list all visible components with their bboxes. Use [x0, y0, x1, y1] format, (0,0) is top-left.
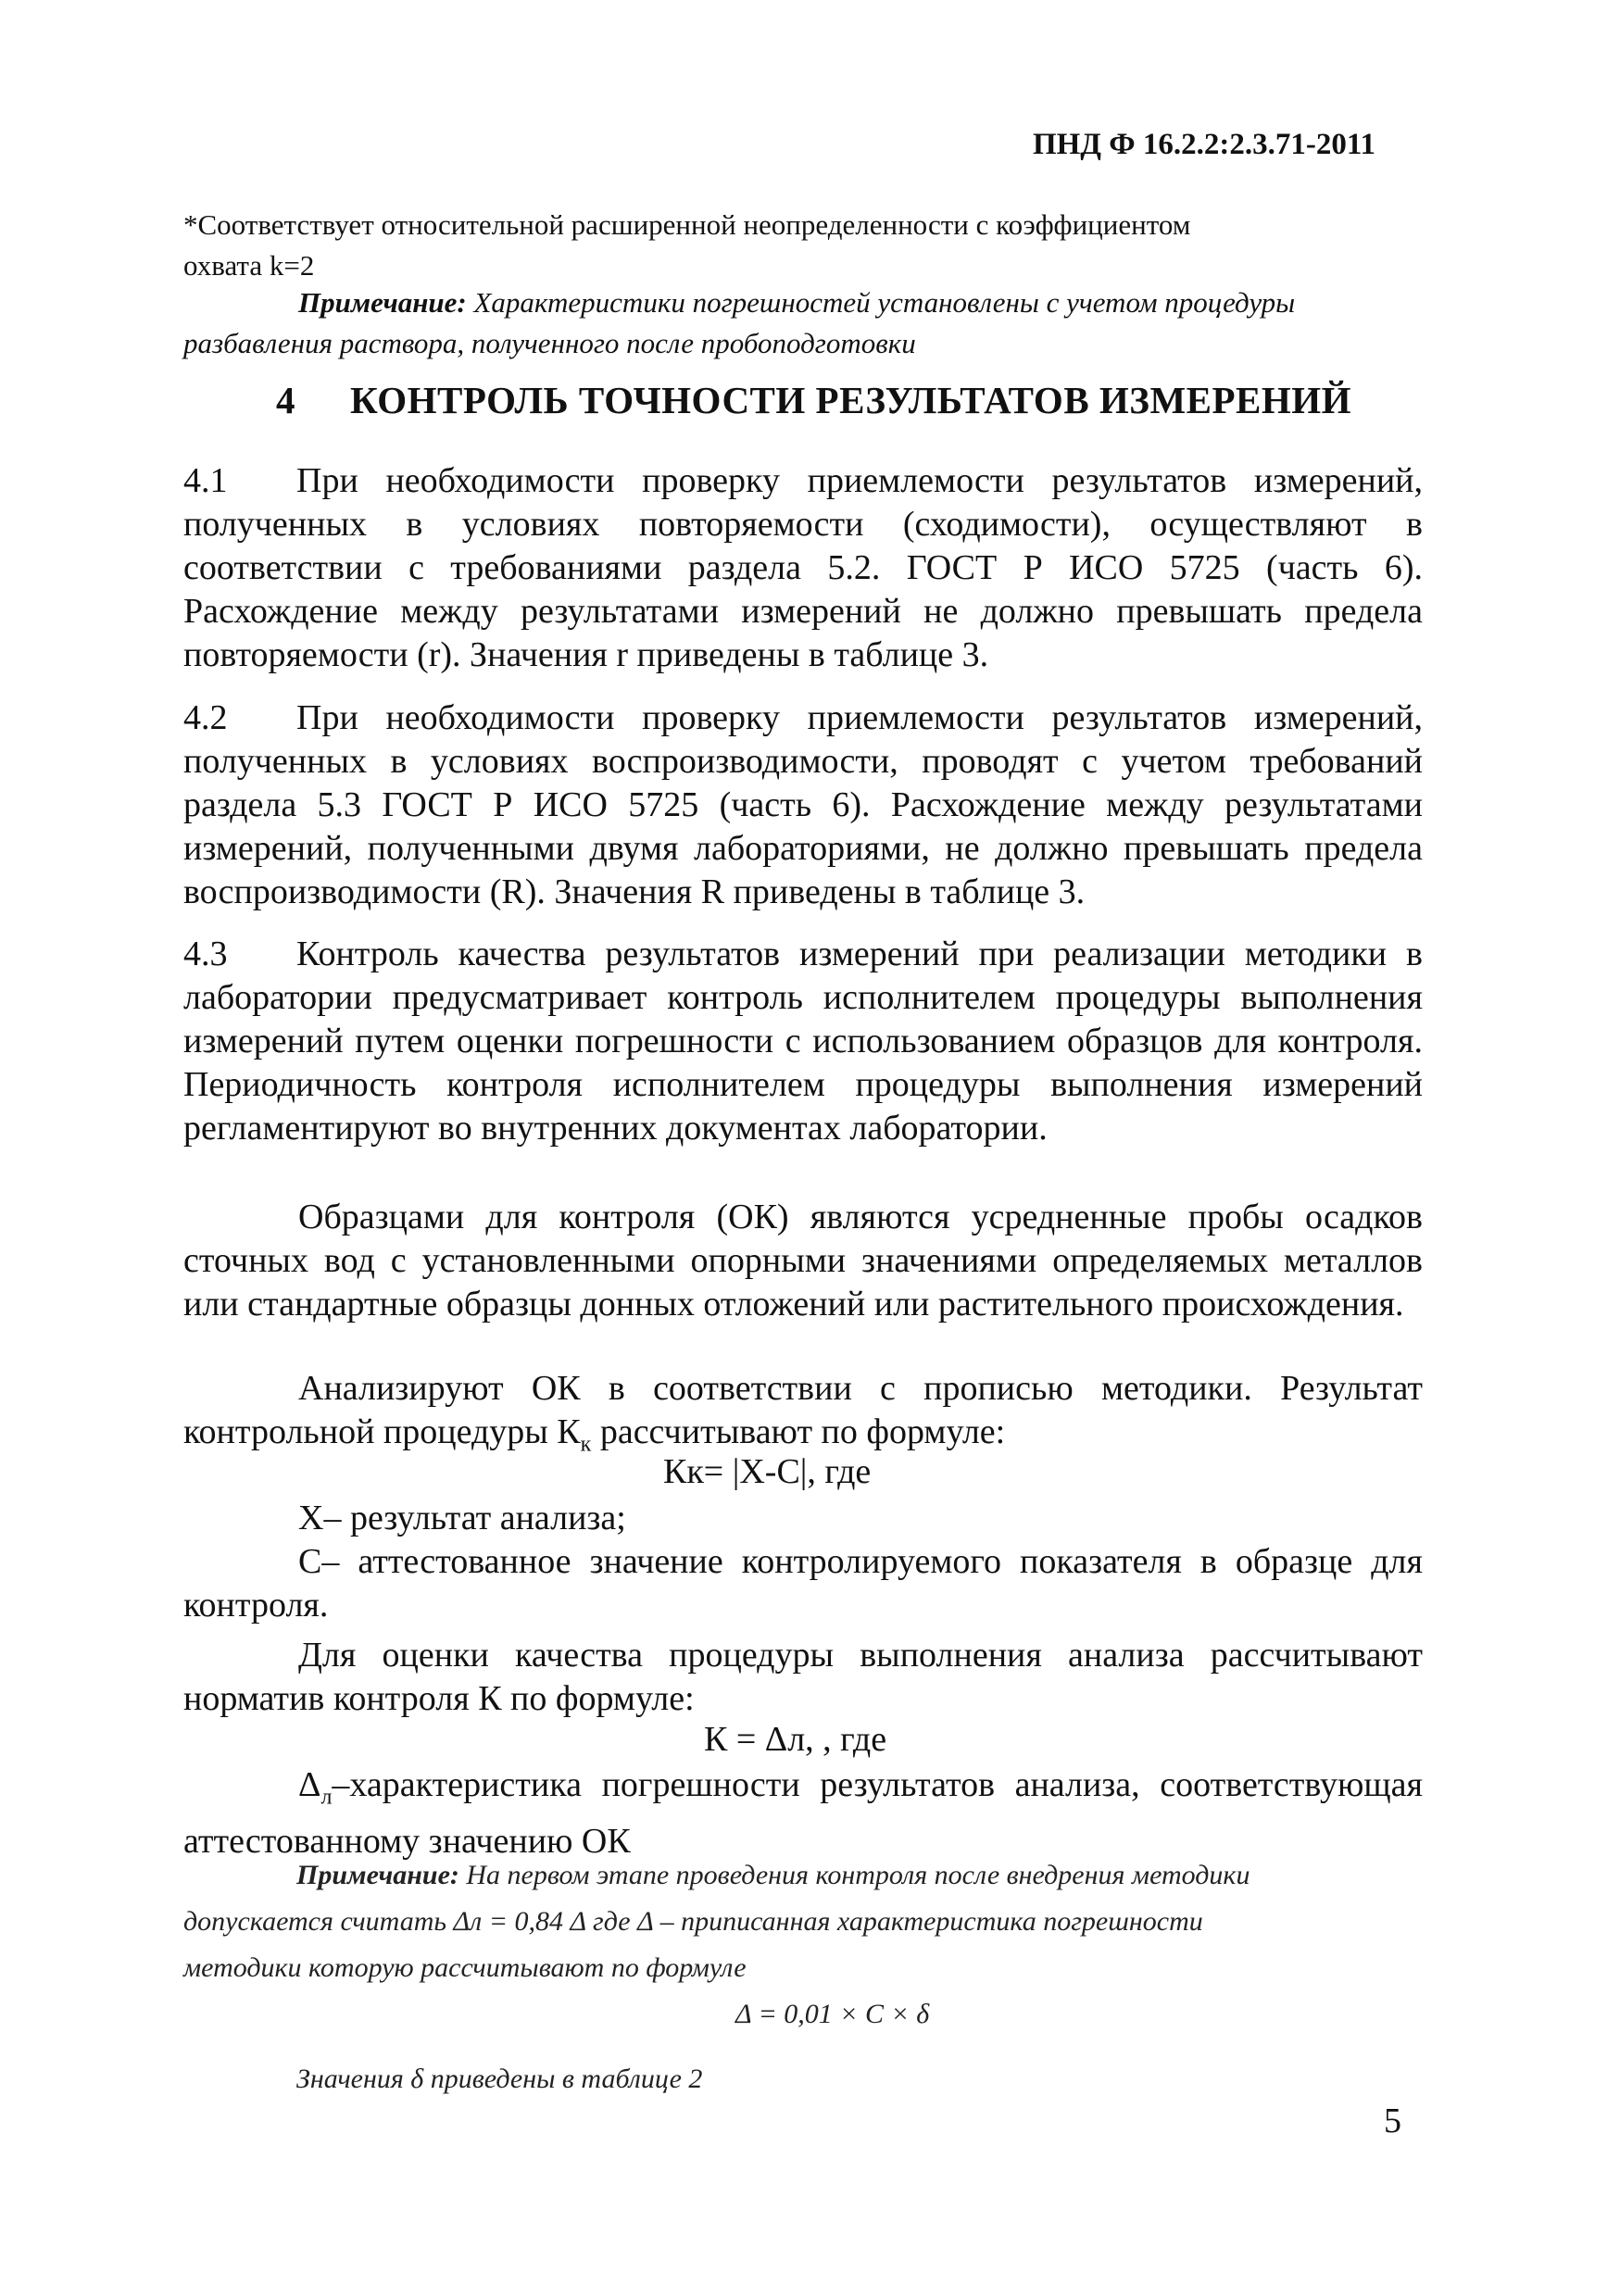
page-number: 5	[1384, 2102, 1401, 2140]
paragraph-4-2	[183, 696, 1423, 914]
paragraph-quality: Для оценки качества процедуры выполнения анализа рассчитывают норматив контроля К по формуле:	[183, 1636, 1423, 1718]
formula-kk: Кк= |Х-С|, где	[663, 1452, 872, 1491]
note-values-delta: Значения δ приведены в таблице 2	[296, 2064, 703, 2094]
note2-line-1	[296, 1852, 1423, 1899]
document-header: ПНД Ф 16.2.2:2.3.71-2011	[1032, 128, 1375, 161]
definition-c: С– аттестованное значение контролируемого показателя в образце для контроля.	[183, 1542, 1423, 1625]
delta-symbol: Δ	[298, 1765, 321, 1804]
analyze-text-2: рассчитывают по формуле:	[591, 1412, 1006, 1451]
paragraph-control-samples: Образцами для контроля (ОК) являются усредненные пробы осадков сточных вод с установленными опорными значениями определяемых металлов или стандартные образцы донных отложений или растительного происхождения.	[183, 1198, 1423, 1324]
paragraph-4-3	[183, 933, 1423, 1150]
note2-label: Примечание:	[296, 1860, 459, 1890]
note1-text-1: Характеристики погрешностей установлены с учетом процедуры	[466, 286, 1296, 319]
footnote-line-2: охвата k=2	[183, 249, 315, 282]
note1-label: Примечание:	[298, 286, 467, 319]
note2-line-2: допускается считать Δл = 0,84 Δ где Δ – приписанная характеристика погрешности	[183, 1906, 1203, 1937]
note1-line-2: разбавления раствора, полученного после пробоподготовки	[183, 327, 916, 359]
paragraph-number: 4.1	[183, 461, 228, 500]
formula-delta: Δ = 0,01 × C × δ	[735, 1999, 930, 2029]
paragraph-text: Контроль качества результатов измерений при реализации методики в лаборатории предусматривает контроль исполнителем процедуры выполнения измерений путем оценки погрешности с использованием образцов для контроля. Периодичность контроля исполнителем процедуры выполнения измерений регламентируют во внутренних документах лаборатории.	[183, 935, 1423, 1148]
note2-text-1: На первом этапе проведения контроля после внедрения методики	[458, 1860, 1250, 1890]
delta-sub: л	[320, 1785, 333, 1810]
note1-line-1	[298, 280, 1423, 326]
delta-text: –характеристика погрешности результатов анализа, соответствующая аттестованному значению ОК	[183, 1765, 1423, 1861]
section-title: КОНТРОЛЬ ТОЧНОСТИ РЕЗУЛЬТАТОВ ИЗМЕРЕНИЙ	[350, 379, 1352, 421]
analyze-text-1: Анализируют ОК в соответствии с прописью методики. Результат контрольной процедуры К	[183, 1369, 1423, 1451]
paragraph-text: При необходимости проверку приемлемости результатов измерений, полученных в условиях воспроизводимости, проводят с учетом требований раздела 5.3 ГОСТ Р ИСО 5725 (часть 6). Расхождение между результатами измерений, полученными двумя лабораториями, не должно превышать предела воспроизводимости (R). Значения R приведены в таблице 3.	[183, 698, 1423, 911]
footnote-line-1: *Соответствует относительной расширенной неопределенности с коэффициентом	[183, 208, 1191, 241]
section-heading	[276, 378, 1351, 422]
analyze-sub: к	[580, 1432, 592, 1457]
note2-line-3: методики которую рассчитывают по формуле	[183, 1952, 747, 1983]
section-number: 4	[276, 379, 295, 421]
paragraph-number: 4.2	[183, 698, 228, 737]
paragraph-number: 4.3	[183, 935, 228, 973]
definition-delta	[183, 1763, 1423, 1863]
formula-k: К = Δл, , где	[704, 1720, 887, 1759]
paragraph-4-1	[183, 459, 1423, 677]
definition-x: Х– результат анализа;	[298, 1499, 626, 1537]
paragraph-text: При необходимости проверку приемлемости результатов измерений, полученных в условиях повторяемости (сходимости), осуществляют в соответствии с требованиями раздела 5.2. ГОСТ Р ИСО 5725 (часть 6). Расхождение между результатами измерений не должно превышать предела повторяемости (r). Значения r приведены в таблице 3.	[183, 461, 1423, 674]
